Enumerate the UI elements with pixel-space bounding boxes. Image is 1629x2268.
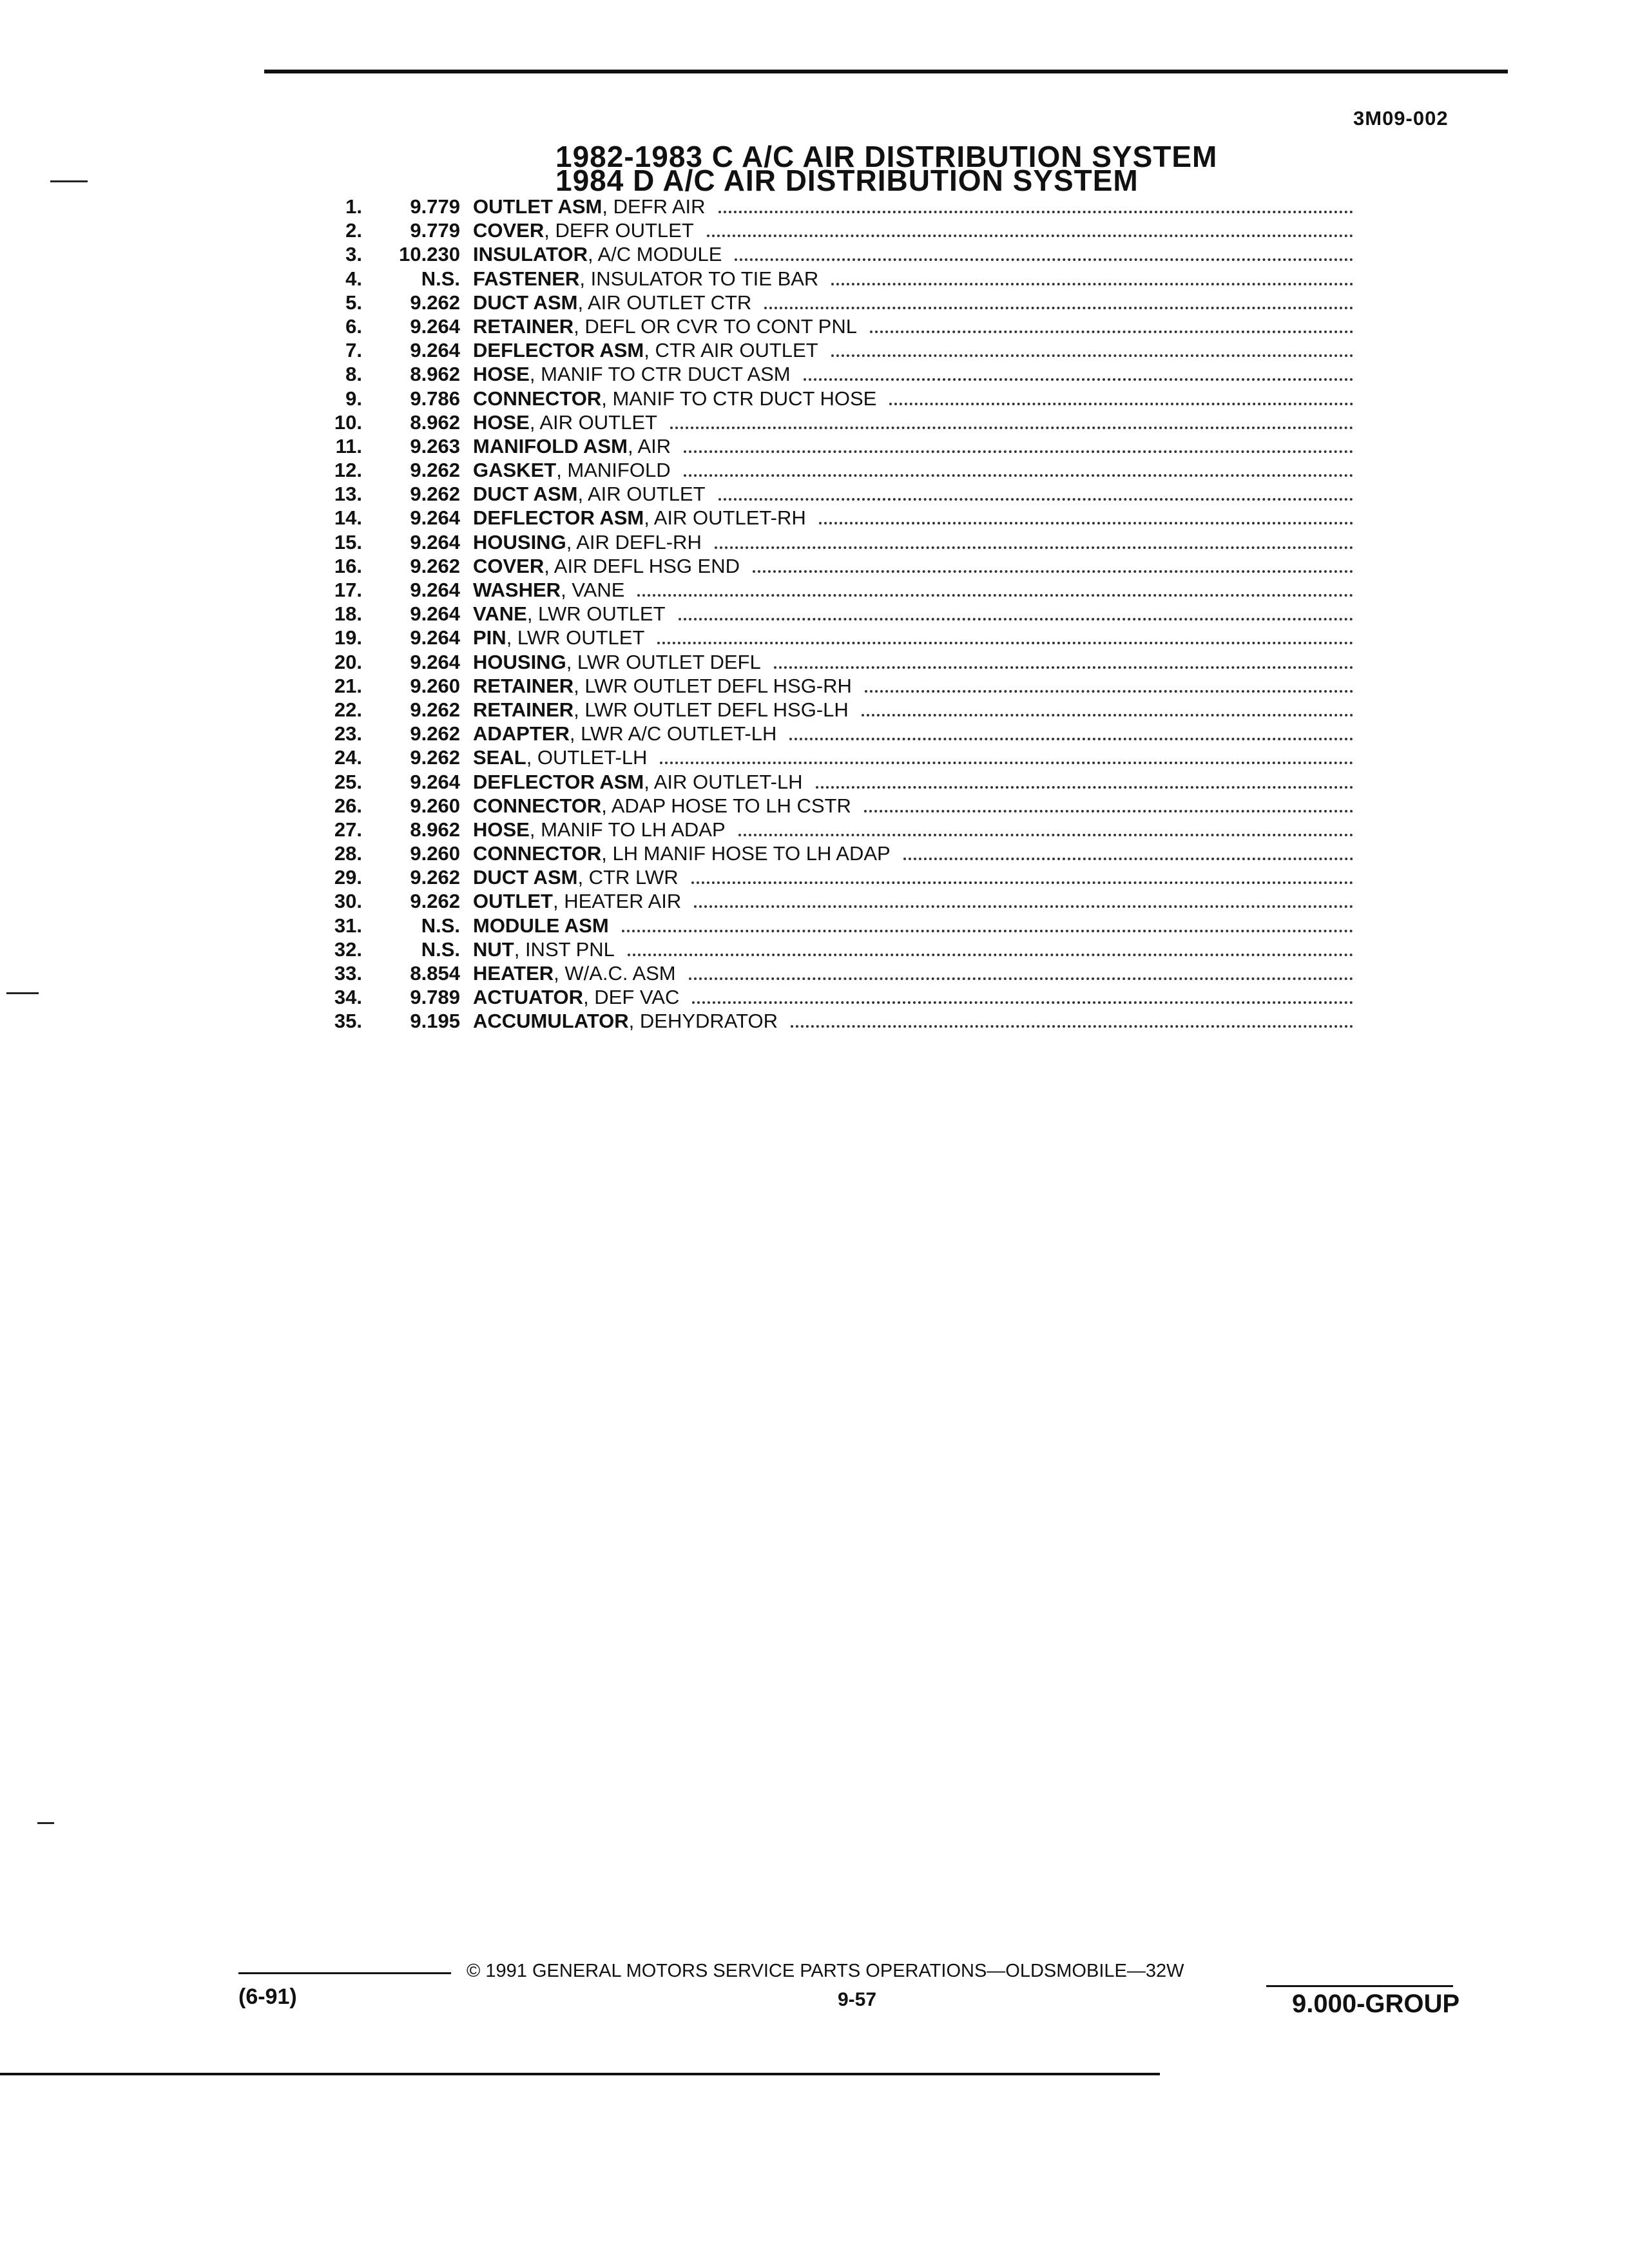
part-qualifier: , DEFL OR CVR TO CONT PNL [574, 314, 857, 338]
group-number: 8.962 [410, 363, 460, 386]
part-row [309, 506, 1353, 530]
part-number: 29. [334, 866, 362, 889]
part-qualifier: , AIR OUTLET-RH [644, 506, 806, 530]
group-number: 9.786 [410, 387, 460, 410]
dot-leader [791, 1025, 1353, 1028]
part-description [473, 602, 1353, 626]
part-qualifier: , DEHYDRATOR [628, 1010, 778, 1033]
dot-leader [622, 930, 1353, 932]
part-row [309, 291, 1353, 314]
part-name: ACTUATOR [473, 986, 584, 1009]
group-number: 9.264 [410, 626, 460, 649]
dot-leader [689, 977, 1353, 980]
part-name: PIN [473, 626, 506, 649]
part-qualifier: , LWR OUTLET [526, 602, 666, 626]
part-row [309, 937, 1353, 961]
group-number: 9.264 [410, 530, 460, 553]
part-number: 18. [334, 602, 362, 626]
part-description [473, 650, 1353, 674]
dot-leader [670, 427, 1353, 429]
part-name: RETAINER [473, 314, 574, 338]
part-number: 22. [334, 698, 362, 721]
dot-leader [718, 498, 1353, 501]
part-number: 14. [334, 506, 362, 530]
dot-leader [831, 354, 1353, 357]
part-qualifier: , MANIF TO CTR DUCT ASM [529, 363, 791, 386]
page-title-line-2: 1984 D A/C AIR DISTRIBUTION SYSTEM [555, 164, 1139, 197]
dot-leader [691, 881, 1353, 884]
part-qualifier: , LH MANIF HOSE TO LH ADAP [601, 842, 891, 865]
part-row [309, 770, 1353, 794]
dot-leader [738, 834, 1353, 836]
part-row [309, 314, 1353, 338]
part-description [473, 985, 1353, 1009]
part-number: 20. [334, 650, 362, 673]
part-row [309, 242, 1353, 266]
part-description [473, 578, 1353, 602]
part-qualifier: , LWR OUTLET DEFL [566, 650, 761, 673]
group-number: 9.262 [410, 746, 460, 769]
parts-list [309, 195, 1353, 1033]
margin-mark [6, 992, 39, 994]
part-name: GASKET [473, 459, 557, 482]
dot-leader [831, 283, 1353, 285]
part-row [309, 267, 1353, 291]
part-number: 15. [334, 530, 362, 553]
part-name: OUTLET ASM [473, 195, 602, 218]
dot-leader [694, 905, 1353, 908]
part-description [473, 770, 1353, 794]
group-number: 9.264 [410, 650, 460, 673]
dot-leader [862, 714, 1353, 716]
part-number: 13. [334, 483, 362, 506]
part-qualifier: , LWR OUTLET DEFL HSG-LH [574, 698, 849, 721]
part-qualifier: , CTR AIR OUTLET [644, 339, 818, 362]
dot-leader [735, 258, 1353, 261]
part-row [309, 387, 1353, 410]
part-number: 8. [345, 363, 362, 386]
part-qualifier: , LWR OUTLET DEFL HSG-RH [574, 674, 852, 697]
part-description [473, 291, 1353, 314]
part-name: HOUSING [473, 530, 566, 553]
group-number: 9.264 [410, 314, 460, 338]
dot-leader [804, 378, 1353, 381]
part-qualifier: , DEFR AIR [602, 195, 706, 218]
part-row [309, 674, 1353, 698]
dot-leader [889, 403, 1353, 405]
group-number: 8.854 [410, 962, 460, 985]
part-number: 5. [345, 291, 362, 314]
part-description [473, 338, 1353, 362]
group-number: N.S. [421, 914, 460, 937]
part-number: 16. [334, 554, 362, 577]
group-number: 9.263 [410, 434, 460, 457]
part-qualifier: , VANE [561, 579, 625, 601]
part-row [309, 434, 1353, 458]
part-row [309, 961, 1353, 985]
part-qualifier: , W/A.C. ASM [554, 962, 676, 985]
part-row [309, 626, 1353, 649]
part-name: HOUSING [473, 650, 566, 673]
part-number: 24. [334, 746, 362, 769]
dot-leader [679, 618, 1353, 620]
part-name: OUTLET [473, 890, 553, 913]
part-description [473, 722, 1353, 745]
part-row [309, 530, 1353, 554]
part-row [309, 410, 1353, 434]
part-row [309, 458, 1353, 482]
part-name: MANIFOLD ASM [473, 434, 628, 457]
part-number: 12. [334, 459, 362, 482]
part-description [473, 195, 1353, 218]
part-row [309, 818, 1353, 841]
part-description [473, 506, 1353, 530]
footer-rule-left [238, 1972, 451, 1974]
part-number: 23. [334, 722, 362, 745]
part-number: 28. [334, 842, 362, 865]
part-qualifier: , OUTLET-LH [526, 746, 648, 769]
group-number: 9.264 [410, 602, 460, 626]
top-rule [264, 70, 1508, 73]
part-name: HOSE [473, 818, 530, 841]
bottom-rule [0, 2073, 1160, 2075]
part-number: 7. [345, 339, 362, 362]
part-name: RETAINER [473, 698, 574, 721]
part-description [473, 267, 1353, 291]
group-number: 9.264 [410, 770, 460, 793]
group-number: 8.962 [410, 410, 460, 434]
part-number: 21. [334, 674, 362, 697]
part-number: 4. [345, 267, 362, 290]
group-number: 9.789 [410, 986, 460, 1009]
part-name: SEAL [473, 746, 526, 769]
part-name: FASTENER [473, 267, 580, 290]
part-row [309, 482, 1353, 506]
dot-leader [684, 450, 1353, 453]
part-number: 32. [334, 937, 362, 961]
copyright-notice: © 1991 GENERAL MOTORS SERVICE PARTS OPERATIONS—OLDSMOBILE—32W [467, 1961, 1184, 1981]
part-row [309, 698, 1353, 722]
part-number: 25. [334, 770, 362, 793]
part-description [473, 218, 1353, 242]
part-name: HOSE [473, 410, 530, 434]
part-qualifier: , LWR OUTLET [506, 626, 645, 649]
dot-leader [692, 1001, 1353, 1004]
group-number: 9.260 [410, 794, 460, 817]
group-label: 9.000-GROUP [1292, 1990, 1460, 2018]
part-qualifier: , ADAP HOSE TO LH CSTR [601, 794, 851, 817]
part-description [473, 458, 1353, 482]
part-row [309, 578, 1353, 602]
part-number: 26. [334, 794, 362, 817]
part-description [473, 242, 1353, 266]
group-number: 9.262 [410, 722, 460, 745]
margin-mark [37, 1822, 54, 1824]
dot-leader [864, 810, 1353, 812]
revision-date: (6-91) [238, 1984, 297, 2009]
part-row [309, 722, 1353, 745]
dot-leader [628, 954, 1353, 956]
part-qualifier: , MANIF TO CTR DUCT HOSE [601, 387, 877, 410]
part-description [473, 362, 1353, 386]
dot-leader [774, 666, 1353, 669]
part-description [473, 889, 1353, 913]
group-number: 9.264 [410, 506, 460, 530]
dot-leader [637, 594, 1353, 597]
part-qualifier: , DEF VAC [583, 986, 680, 1009]
part-description [473, 745, 1353, 769]
part-description [473, 482, 1353, 506]
part-qualifier: , MANIF TO LH ADAP [529, 818, 726, 841]
part-row [309, 195, 1353, 218]
part-qualifier: , INST PNL [514, 937, 615, 961]
part-description [473, 387, 1353, 410]
part-number: 11. [335, 434, 362, 457]
part-description [473, 410, 1353, 434]
part-description [473, 626, 1353, 649]
part-description [473, 794, 1353, 818]
page-number: 9-57 [838, 1989, 877, 2010]
part-description [473, 314, 1353, 338]
part-qualifier: , HEATER AIR [553, 890, 682, 913]
part-row [309, 794, 1353, 818]
part-name: DUCT ASM [473, 483, 578, 506]
part-row [309, 841, 1353, 865]
group-number: 9.779 [410, 219, 460, 242]
dot-leader [707, 235, 1353, 237]
part-number: 17. [334, 579, 362, 601]
part-description [473, 865, 1353, 889]
group-number: 9.262 [410, 291, 460, 314]
group-number: 9.264 [410, 579, 460, 601]
part-name: HOSE [473, 363, 530, 386]
group-number: 9.262 [410, 698, 460, 721]
part-name: INSULATOR [473, 243, 588, 266]
group-number: 10.230 [399, 243, 460, 266]
part-qualifier: , AIR OUTLET CTR [577, 291, 752, 314]
dot-leader [753, 570, 1353, 573]
part-number: 2. [345, 219, 362, 242]
part-description [473, 818, 1353, 841]
part-row [309, 865, 1353, 889]
page-title-line-1: 1982-1983 C A/C AIR DISTRIBUTION SYSTEM [555, 140, 1218, 173]
part-number: 3. [345, 243, 362, 266]
part-number: 6. [345, 314, 362, 338]
part-number: 19. [334, 626, 362, 649]
group-number: N.S. [421, 267, 460, 290]
part-description [473, 937, 1353, 961]
part-number: 9. [345, 387, 362, 410]
part-description [473, 1009, 1353, 1033]
margin-mark [50, 180, 88, 182]
part-row [309, 602, 1353, 626]
part-qualifier: , LWR A/C OUTLET-LH [569, 722, 777, 745]
part-qualifier: , AIR OUTLET [529, 410, 657, 434]
dot-leader [816, 786, 1353, 789]
group-number: 9.260 [410, 674, 460, 697]
dot-leader [684, 474, 1353, 477]
part-name: CONNECTOR [473, 794, 602, 817]
part-description [473, 530, 1353, 554]
part-name: MODULE ASM [473, 914, 609, 937]
document-code: 3M09-002 [1353, 107, 1449, 130]
part-number: 30. [334, 890, 362, 913]
part-description [473, 674, 1353, 698]
dot-leader [764, 307, 1353, 309]
part-name: DEFLECTOR ASM [473, 506, 644, 530]
part-name: ACCUMULATOR [473, 1010, 629, 1033]
part-name: CONNECTOR [473, 842, 602, 865]
part-number: 35. [334, 1010, 362, 1033]
dot-leader [870, 331, 1353, 333]
part-row [309, 362, 1353, 386]
part-row [309, 650, 1353, 674]
part-qualifier: , AIR [627, 434, 671, 457]
part-name: CONNECTOR [473, 387, 602, 410]
dot-leader [819, 522, 1353, 524]
part-row [309, 338, 1353, 362]
part-name: DUCT ASM [473, 291, 578, 314]
group-number: 9.779 [410, 195, 460, 218]
part-description [473, 961, 1353, 985]
dot-leader [903, 858, 1353, 860]
group-number: 9.264 [410, 339, 460, 362]
part-qualifier: , CTR LWR [577, 866, 679, 889]
part-qualifier: , AIR OUTLET [577, 483, 706, 506]
part-row [309, 914, 1353, 937]
part-qualifier: , INSULATOR TO TIE BAR [579, 267, 819, 290]
dot-leader [660, 762, 1353, 764]
group-number: 9.262 [410, 890, 460, 913]
group-number: 9.262 [410, 483, 460, 506]
group-number: 9.262 [410, 459, 460, 482]
part-number: 31. [334, 914, 362, 937]
part-row [309, 1009, 1353, 1033]
part-qualifier: , MANIFOLD [556, 459, 671, 482]
dot-leader [715, 546, 1353, 549]
part-number: 10. [334, 410, 362, 434]
part-row [309, 218, 1353, 242]
part-qualifier: , AIR DEFL-RH [566, 530, 702, 553]
group-number: 9.260 [410, 842, 460, 865]
part-row [309, 554, 1353, 578]
part-name: HEATER [473, 962, 554, 985]
dot-leader [865, 690, 1353, 693]
part-name: RETAINER [473, 674, 574, 697]
part-number: 33. [334, 962, 362, 985]
group-number: N.S. [421, 937, 460, 961]
part-name: DUCT ASM [473, 866, 578, 889]
part-name: COVER [473, 554, 545, 577]
part-row [309, 985, 1353, 1009]
dot-leader [789, 738, 1353, 740]
group-number: 8.962 [410, 818, 460, 841]
dot-leader [718, 211, 1353, 213]
group-number: 9.195 [410, 1010, 460, 1033]
part-number: 27. [334, 818, 362, 841]
footer-rule-right [1266, 1985, 1453, 1987]
part-number: 1. [345, 195, 362, 218]
part-name: COVER [473, 219, 545, 242]
part-description [473, 841, 1353, 865]
group-number: 9.262 [410, 554, 460, 577]
part-name: NUT [473, 937, 514, 961]
part-qualifier: , DEFR OUTLET [544, 219, 694, 242]
part-number: 34. [334, 986, 362, 1009]
part-row [309, 745, 1353, 769]
part-description [473, 914, 1353, 937]
part-name: WASHER [473, 579, 561, 601]
part-row [309, 889, 1353, 913]
group-number: 9.262 [410, 866, 460, 889]
part-qualifier: , AIR DEFL HSG END [544, 554, 740, 577]
part-description [473, 698, 1353, 722]
dot-leader [657, 642, 1353, 644]
part-qualifier: , A/C MODULE [587, 243, 722, 266]
part-name: DEFLECTOR ASM [473, 770, 644, 793]
part-description [473, 554, 1353, 578]
part-name: ADAPTER [473, 722, 570, 745]
part-description [473, 434, 1353, 458]
part-qualifier: , AIR OUTLET-LH [644, 770, 803, 793]
part-name: VANE [473, 602, 527, 626]
part-name: DEFLECTOR ASM [473, 339, 644, 362]
